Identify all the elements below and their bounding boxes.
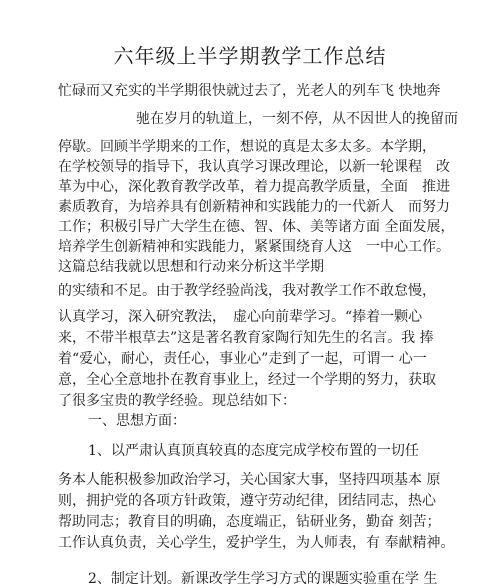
paragraph-line: 素质教育，为培养具有创新精神和实践能力的一代新人 而努力 [58, 199, 450, 215]
paragraph-line: 革为中心，深化教育教学改革，着力提高教学质量，全面 推进 [58, 179, 450, 195]
paragraph-line: 则，拥护党的各项方针政策，遵守劳动纪律，团结同志，热心 [58, 493, 436, 509]
paragraph-line: 务本人能积极参加政治学习，关心国家大事，坚持四项基本 原 [58, 472, 441, 488]
paragraph-line: 工作；积极引导广大学生在德、智、体、美等诸方面 全面发展， [58, 219, 455, 235]
paragraph-line: 这篇总结我就以思想和行动来分析这半学期 [58, 259, 324, 275]
item-2-heading: 2、制定计划。新课改学生学习方式的课题实验重在学 生 [88, 571, 438, 587]
paragraph-line: 了很多宝贵的教学经验。现总结如下： [58, 393, 296, 409]
paragraph-2 [58, 307, 488, 412]
paragraph-line: 意，全心全意地扑在教育事业上，经过一个学期的努力，获取 [58, 372, 436, 388]
paragraph-line: 认真学习，深入研究教法， 虚心向前辈学习。“捧着一颗心 [58, 309, 423, 325]
paragraph-line: 帮助同志；教育目的明确，态度端正，钻研业务，勤奋 刻苦； [58, 514, 441, 530]
paragraph-3 [58, 470, 488, 554]
paragraph-1 [58, 137, 488, 277]
intro-line-1: 忙碌而又充实的半学期很快就过去了，光老人的列车飞 快地奔 [58, 83, 441, 99]
paragraph-line: 在学校领导的指导下，我认真学习课改理论，以新一轮课程 改 [58, 159, 450, 175]
line-after-paragraph-1: 的实绩和不足。由于教学经验尚浅，我对教学工作不敢怠慢， [58, 283, 436, 299]
paragraph-line: 工作认真负责，关心学生，爱护学生，为人师表，有 奉献精神。 [58, 535, 455, 551]
paragraph-line: 来，不带半根草去”这是著名教育家陶行知先生的名言。我 捧 [58, 330, 434, 346]
intro-line-2: 驰在岁月的轨道上，一刻不停，从不因世人的挽留而 [136, 111, 458, 127]
paragraph-line: 着“爱心，耐心，责任心，事业心”走到了一起，可谓一 心一 [58, 351, 427, 367]
item-1-heading: 1、以严肃认真顶真较真的态度完成学校布置的一切任 [88, 443, 419, 459]
paragraph-line: 培养学生创新精神和实践能力，紧紧围绕育人这 一中心工作。 [58, 239, 450, 255]
document-title: 六年级上半学期教学工作总结 [113, 44, 387, 68]
paragraph-line: 停歇。回顾半学期来的工作，想说的真是太多太多。本学期， [58, 139, 436, 155]
section-1-heading: 一、思想方面： [88, 413, 186, 429]
